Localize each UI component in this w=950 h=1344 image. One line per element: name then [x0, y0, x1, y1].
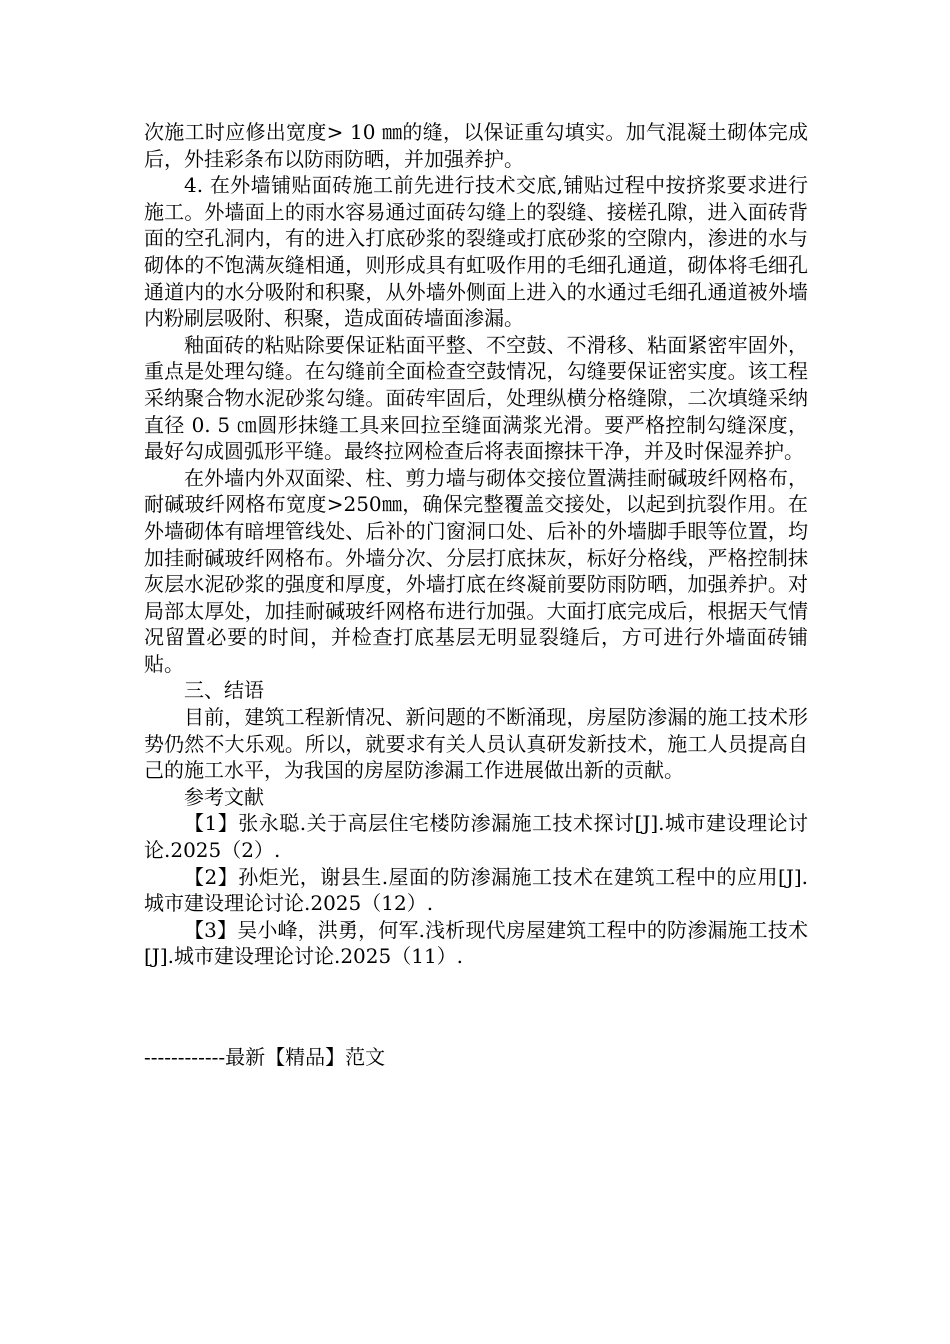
paragraph-glazed-tile: 釉面砖的粘贴除要保证粘面平整、不空鼓、不滑移、粘面紧密牢固外，重点是处理勾缝。在勾缝前全面检查空鼓情况，勾缝要保证密实度。该工程采纳聚合物水泥砂浆勾缝。面砖牢固后，处理纵横分格缝隙，二次填缝采纳直径 0. 5 ㎝圆形抹缝工具来回拉至缝面满浆光滑。要严格控制勾缝深度，最好勾成圆弧形平缝。最终拉网检查后将表面擦抹干净，并及时保湿养护。 [144, 332, 808, 464]
paragraph-tile-construction: 4. 在外墙铺贴面砖施工前先进行技术交底,铺贴过程中按挤浆要求进行施工。外墙面上的雨水容易通过面砖勾缝上的裂缝、接槎孔隙，进入面砖背面的空孔洞内，有的进入打底砂浆的裂缝或打底砂浆的空隙内，渗进的水与砌体的不饱满灰缝相通，则形成具有虹吸作用的毛细孔通道，砌体将毛细孔通道内的水分吸附和积聚，从外墙外侧面上进入的水通过毛细孔通道被外墙内粉刷层吸附、积聚，造成面砖墙面渗漏。 [144, 173, 808, 331]
footer-text: ------------最新【精品】范文 [144, 1045, 386, 1069]
reference-item-2: 【2】孙炬光，谢县生.屋面的防渗漏施工技术在建筑工程中的应用[J].城市建设理论讨论.2025（12）. [144, 864, 808, 916]
paragraph-fiberglass-mesh: 在外墙内外双面梁、柱、剪力墙与砌体交接位置满挂耐碱玻纤网格布，耐碱玻纤网格布宽度>250㎜，确保完整覆盖交接处，以起到抗裂作用。在外墙砌体有暗埋管线处、后补的门窗洞口处、后补的外墙脚手眼等位置，均加挂耐碱玻纤网格布。外墙分次、分层打底抹灰，标好分格线，严格控制抹灰层水泥砂浆的强度和厚度，外墙打底在终凝前要防雨防晒，加强养护。对局部太厚处，加挂耐碱玻纤网格布进行加强。大面打底完成后，根据天气情况留置必要的时间，并检查打底基层无明显裂缝后，方可进行外墙面砖铺贴。 [144, 465, 808, 676]
paragraph-continuation: 次施工时应修出宽度> 10 ㎜的缝，以保证重勾填实。加气混凝土砌体完成后，外挂彩条布以防雨防晒，并加强养护。 [144, 120, 808, 171]
references-heading: 参考文献 [184, 784, 264, 809]
paragraph-conclusion: 目前，建筑工程新情况、新问题的不断涌现，房屋防渗漏的施工技术形势仍然不大乐观。所以，就要求有关人员认真研发新技术，施工人员提高自己的施工水平，为我国的房屋防渗漏工作进展做出新的贡献。 [144, 705, 808, 783]
section-heading-conclusion: 三、结语 [184, 678, 264, 703]
reference-item-1: 【1】张永聪.关于高层住宅楼防渗漏施工技术探讨[J].城市建设理论讨论.2025（2）. [144, 811, 808, 863]
reference-item-3: 【3】吴小峰，洪勇，何军.浅析现代房屋建筑工程中的防渗漏施工技术[J].城市建设理论讨论.2025（11）. [144, 917, 808, 969]
document-body [144, 119, 808, 970]
